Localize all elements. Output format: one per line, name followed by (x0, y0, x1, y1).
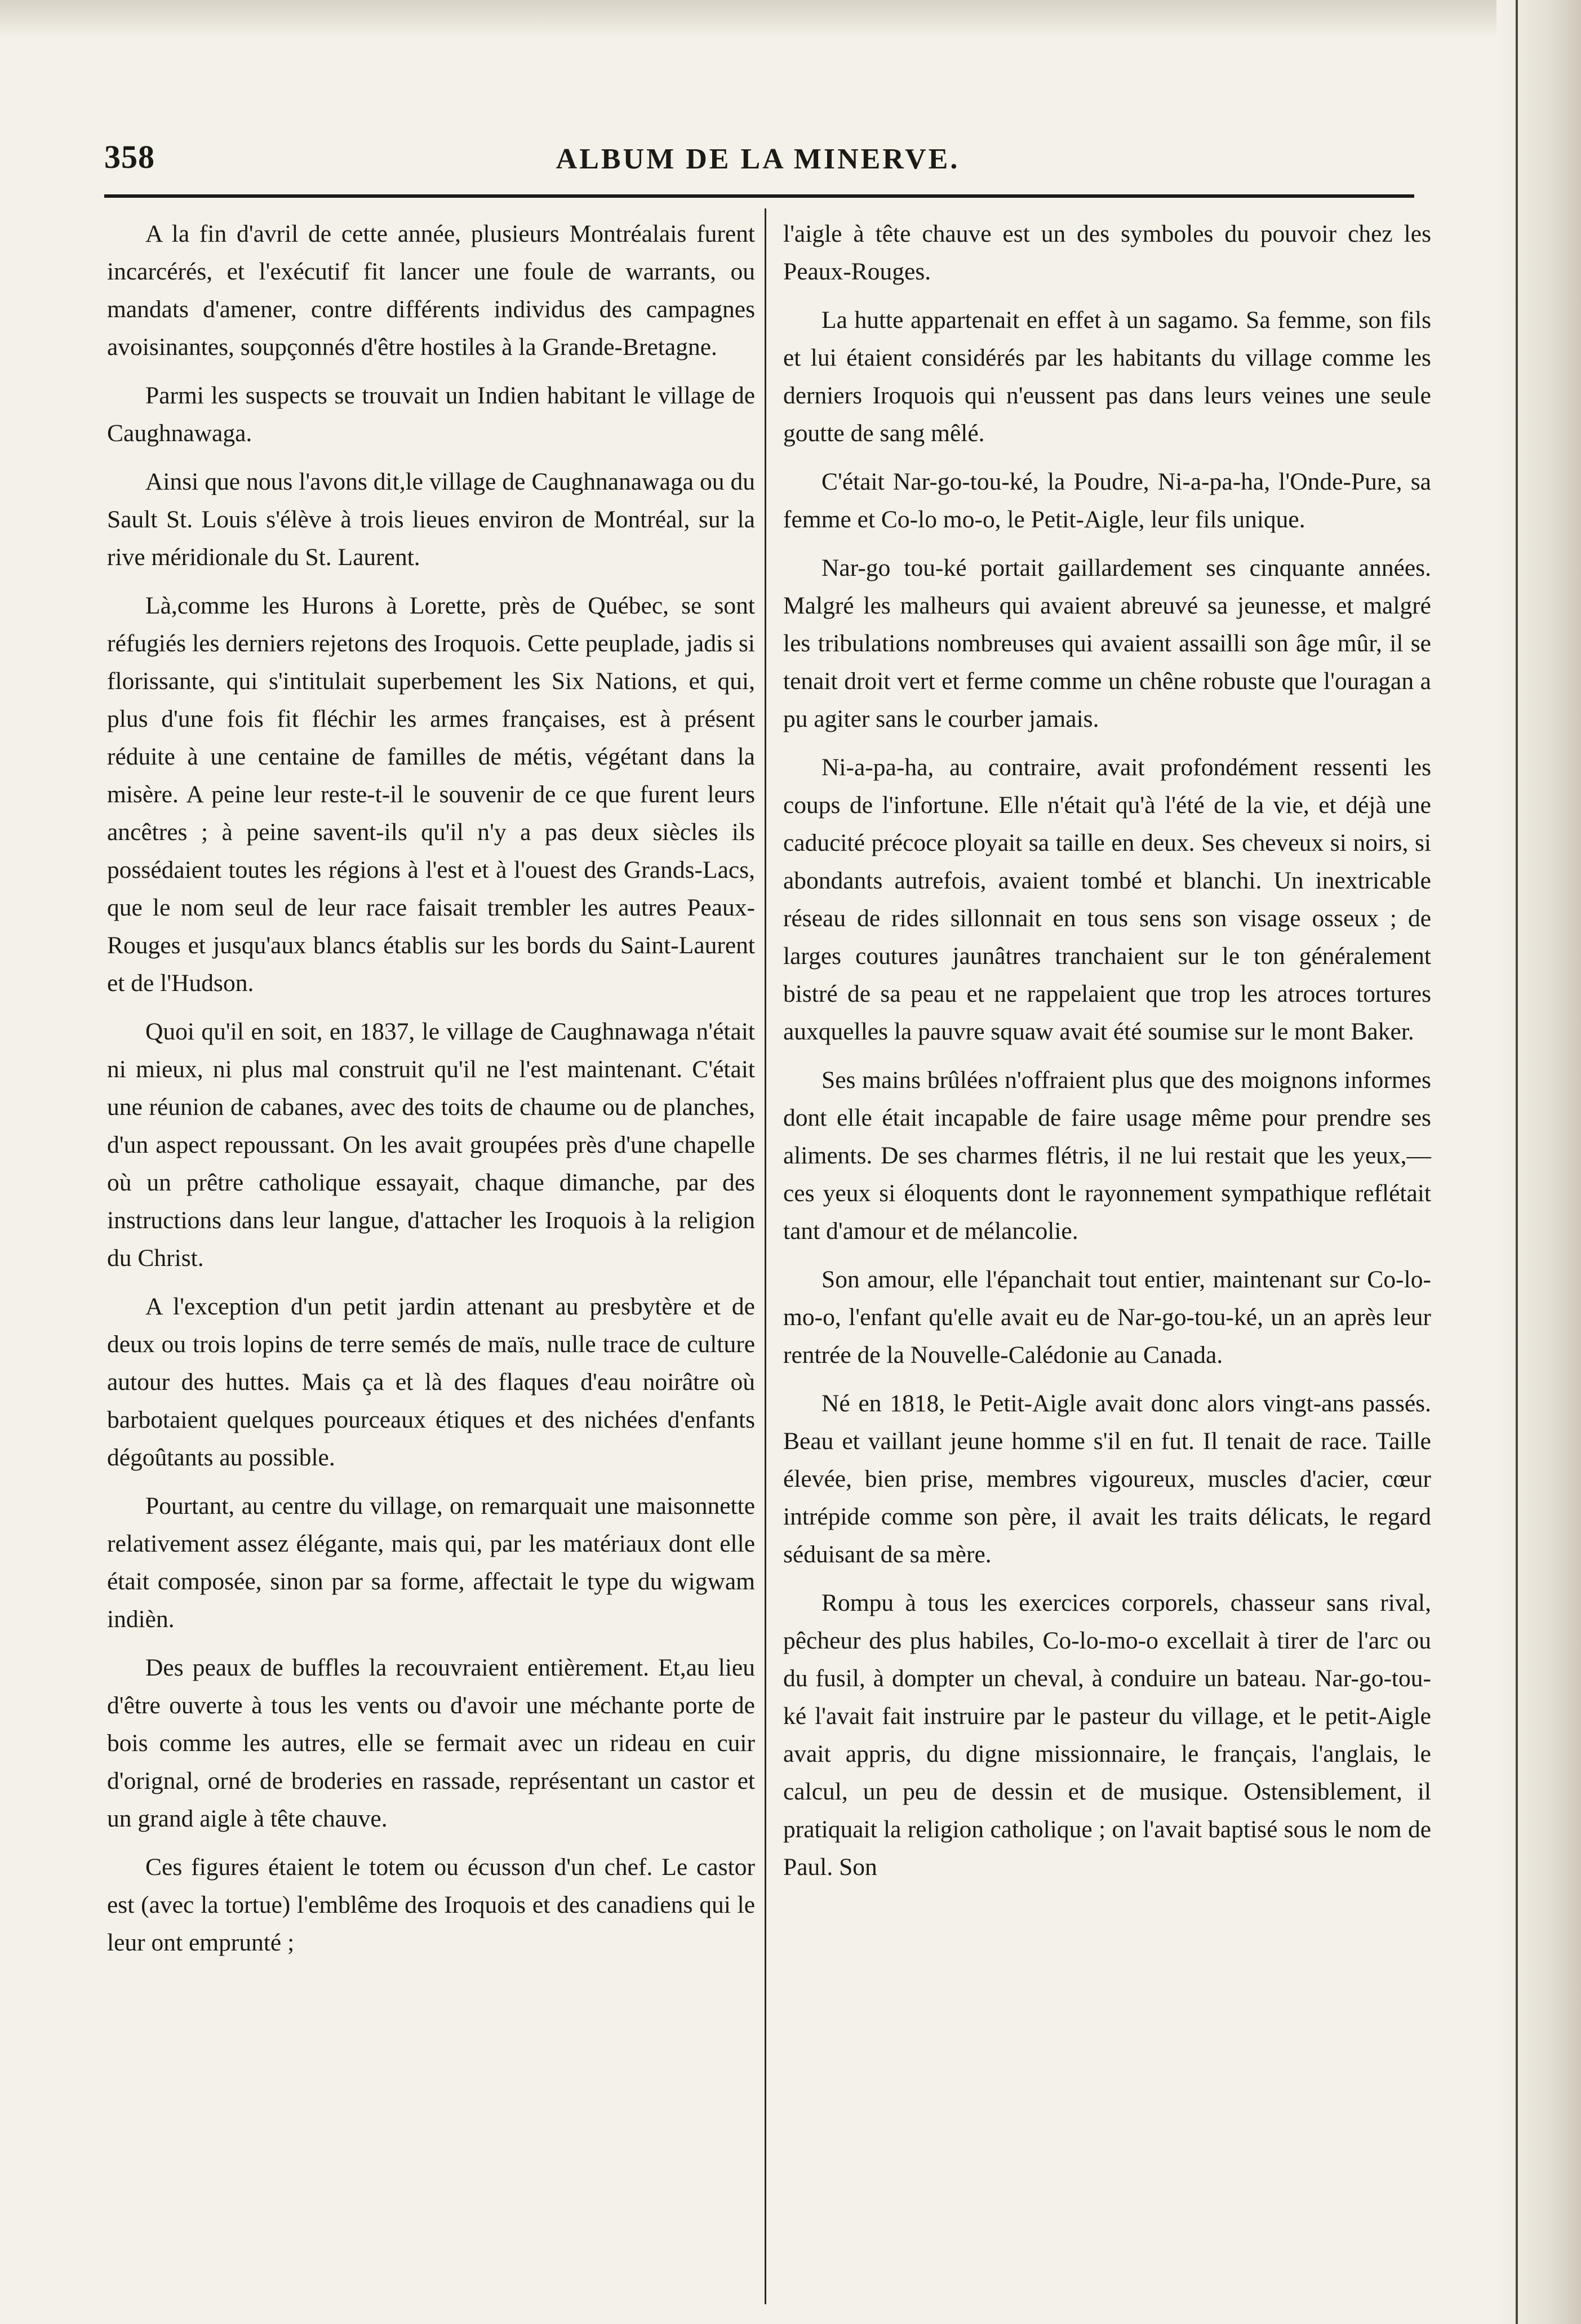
binding-edge-line (1516, 0, 1518, 2324)
page-top-edge (0, 0, 1581, 39)
paragraph: Des peaux de buffles la recouvraient entièrement. Et,au lieu d'être ouverte à tous les vents ou d'avoir une méchante porte de bois comme les autres, elle se fermait avec un rideau en cuir d'orignal, orné de broderies en rassade, représentant un castor et un grand aigle à tête chauve. (107, 1654, 755, 1832)
paragraph: Né en 1818, le Petit-Aigle avait donc alors vingt-ans passés. Beau et vaillant jeune homme s'il en fut. Il tenait de race. Taille élevée, bien prise, membres vigoureux, muscles d'acier, cœur intrépide comme son père, il avait les traits délicats, le regard séduisant de sa mère. (783, 1390, 1431, 1568)
running-title: ALBUM DE LA MINERVE. (556, 143, 960, 175)
header-rule (104, 194, 1414, 198)
page-number: 358 (104, 139, 155, 175)
column-divider (765, 208, 766, 2304)
paragraph: La hutte appartenait en effet à un sagamo. Sa femme, son fils et lui étaient considérés par les habitants du village comme les derniers Iroquois qui n'eussent pas dans leurs veines une seule goutte de sang mêlé. (783, 306, 1431, 447)
paragraph: A l'exception d'un petit jardin attenant au presbytère et de deux ou trois lopins de terre semés de maïs, nulle trace de culture autour des huttes. Mais ça et là des flaques d'eau noirâtre où barbotaient quelques pourceaux étiques et des nichées d'enfants dégoûtants au possible. (107, 1293, 755, 1471)
paragraph: Parmi les suspects se trouvait un Indien habitant le village de Caughnawaga. (107, 382, 755, 447)
page-header (104, 138, 1411, 183)
right-column (783, 215, 1431, 1897)
paragraph: Nar-go tou-ké portait gaillardement ses cinquante années. Malgré les malheurs qui avaient abreuvé sa jeunesse, et malgré les tribulations nombreuses qui avaient assailli son âge mûr, il se tenait droit vert et ferme comme un chêne robuste que l'ouragan a pu agiter sans le courber jamais. (783, 554, 1431, 732)
paragraph: Rompu à tous les exercices corporels, chasseur sans rival, pêcheur des plus habiles, Co-lo-mo-o excellait à tirer de l'arc ou du fusil, à dompter un cheval, à conduire un bateau. Nar-go-tou-ké l'avait fait instruire par le pasteur du village, et le petit-Aigle avait appris, du digne missionnaire, le français, l'anglais, le calcul, un peu de dessin et de musique. Ostensiblement, il pratiquait la religion catholique ; on l'avait baptisé sous le nom de Paul. Son (783, 1589, 1431, 1881)
paragraph: Quoi qu'il en soit, en 1837, le village de Caughnawaga n'était ni mieux, ni plus mal construit qu'il ne l'est maintenant. C'était une réunion de cabanes, avec des toits de chaume ou de planches, d'un aspect repoussant. On les avait groupées près d'une chapelle où un prêtre catholique essayait, chaque dimanche, par des instructions dans leur langue, d'attacher les Iroquois à la religion du Christ. (107, 1018, 755, 1272)
paragraph: Ni-a-pa-ha, au contraire, avait profondément ressenti les coups de l'infortune. Elle n'était qu'à l'été de la vie, et déjà une caducité précoce ployait sa taille en deux. Ses cheveux si noirs, si abondants autrefois, avaient tombé et blanchi. Un inextricable réseau de rides sillonnait en tous sens son visage osseux ; de larges coutures jaunâtres tranchaient sur le ton généralement bistré de sa peau et ne rappelaient que trop les atroces tortures auxquelles la pauvre squaw avait été soumise sur le mont Baker. (783, 754, 1431, 1045)
paragraph: Ainsi que nous l'avons dit,le village de Caughnanawaga ou du Sault St. Louis s'élève à trois lieues environ de Montréal, sur la rive méridionale du St. Laurent. (107, 468, 755, 571)
paragraph: A la fin d'avril de cette année, plusieurs Montréalais furent incarcérés, et l'exécutif fit lancer une foule de warrants, ou mandats d'amener, contre différents individus des campagnes avoisinantes, soupçonnés d'être hostiles à la Grande-Bretagne. (107, 220, 755, 361)
paragraph: Pourtant, au centre du village, on remarquait une maisonnette relativement assez élégante, mais qui, par les matériaux dont elle était composée, sinon par sa forme, affectait le type du wigwam indièn. (107, 1492, 755, 1633)
paragraph: Là,comme les Hurons à Lorette, près de Québec, se sont réfugiés les derniers rejetons des Iroquois. Cette peuplade, jadis si florissante, qui s'intitulait superbement les Six Nations, et qui, plus d'une fois fit fléchir les armes françaises, est à présent réduite à une centaine de familles de métis, végétant dans la misère. A peine leur reste-t-il le souvenir de ce que furent leurs ancêtres ; à peine savent-ils qu'il n'y a pas deux siècles ils possédaient toutes les régions à l'est et à l'ouest des Grands-Lacs, que le nom seul de leur race faisait trembler les autres Peaux-Rouges et jusqu'aux blancs établis sur les bords du Saint-Laurent et de l'Hudson. (107, 592, 755, 997)
left-column (107, 215, 755, 1972)
paragraph: Ces figures étaient le totem ou écusson d'un chef. Le castor est (avec la tortue) l'emblême des Iroquois et des canadiens qui le leur ont emprunté ; (107, 1854, 755, 1956)
paragraph: C'était Nar-go-tou-ké, la Poudre, Ni-a-pa-ha, l'Onde-Pure, sa femme et Co-lo mo-o, le Petit-Aigle, leur fils unique. (783, 468, 1431, 533)
page-right-edge (1496, 0, 1581, 2324)
paragraph: Ses mains brûlées n'offraient plus que des moignons informes dont elle était incapable de faire usage même pour prendre ses aliments. De ses charmes flétris, il ne lui restait que les yeux,—ces yeux si éloquents dont le rayonnement sympathique reflétait tant d'amour et de mélancolie. (783, 1067, 1431, 1245)
paragraph: l'aigle à tête chauve est un des symboles du pouvoir chez les Peaux-Rouges. (783, 220, 1431, 285)
paragraph: Son amour, elle l'épanchait tout entier, maintenant sur Co-lo-mo-o, l'enfant qu'elle avait eu de Nar-go-tou-ké, un an après leur rentrée de la Nouvelle-Calédonie au Canada. (783, 1266, 1431, 1368)
